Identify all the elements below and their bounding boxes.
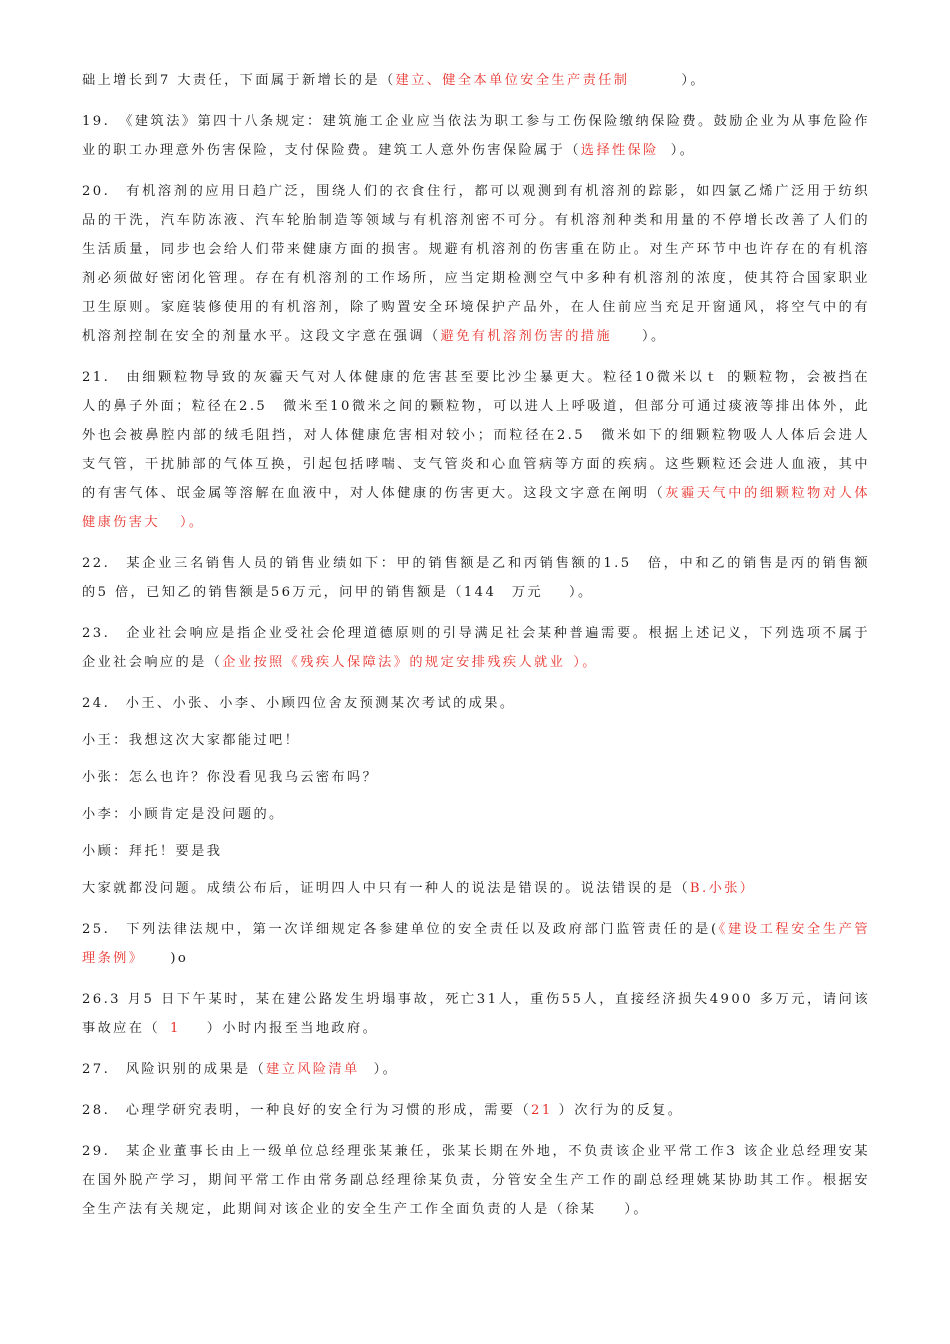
answer-text: 144 万元 xyxy=(463,585,544,600)
question-22 xyxy=(82,549,870,607)
question-text: 础上增长到7 大责任，下面属于新增长的是（ xyxy=(82,73,396,88)
question-text: 29. 某企业董事长由上一级单位总经理张某兼任，张某长期在外地，不负责该企业平常工作3 该企业总经理安某在国外脱产学习，期间平常工作由常务副总经理徐某负责，分管安全生产工作的副总经理姚某协助其工作。根据安全生产法有关规定，此期间对该企业的安全生产工作全面负责的人是（ xyxy=(82,1144,870,1217)
question-text-end: ）。 xyxy=(373,1062,399,1077)
answer-text: B.小张） xyxy=(689,881,756,896)
question-text-end: ）。 xyxy=(179,515,205,530)
question-24-line-xiaozhang xyxy=(82,763,870,792)
dialogue-line: 小李：小顾肯定是没问题的。 xyxy=(82,807,285,822)
question-text: 26.3 月5 日下午某时，某在建公路发生坍塌事故，死亡31人，重伤55人，直接经济损失4900 多万元，请问该事故应在（ xyxy=(82,992,870,1036)
dialogue-line: 小张：怎么也许？你没看见我乌云密布吗？ xyxy=(82,770,379,785)
question-20 xyxy=(82,177,870,351)
question-text-end: ）。 xyxy=(569,585,594,600)
question-text-end: )o xyxy=(170,951,189,966)
question-text-end: ）。 xyxy=(624,1202,649,1217)
answer-text: 灰霾天气中的细颗粒物对人体健康伤害大 xyxy=(82,486,870,530)
question-24 xyxy=(82,689,870,718)
answer-text: 企业按照《残疾人保障法》的规定安排残疾人就业 xyxy=(222,655,566,670)
document-page xyxy=(82,66,870,1236)
answer-text: 避免有机溶剂伤害的措施 xyxy=(440,329,612,344)
question-text: 22. 某企业三名销售人员的销售业绩如下：甲的销售额是乙和丙销售额的1.5 倍，中和乙的销售是丙的销售额的5 倍，已知乙的销售额是56万元，问甲的销售额是（ xyxy=(82,556,870,600)
question-26 xyxy=(82,985,870,1043)
question-text-end: ）小时内报至当地政府。 xyxy=(206,1021,379,1036)
question-text-end: ）。 xyxy=(681,73,706,88)
question-29 xyxy=(82,1137,870,1224)
question-text-end: ）。 xyxy=(670,143,696,158)
question-text-end: ）次行为的反复。 xyxy=(558,1103,684,1118)
question-21 xyxy=(82,363,870,537)
question-text-end: ）。 xyxy=(573,655,598,670)
question-24-line-xiaowang xyxy=(82,726,870,755)
answer-text: 1 xyxy=(169,1021,181,1036)
question-28 xyxy=(82,1096,870,1125)
question-24-conclusion xyxy=(82,874,870,903)
question-text: 28. 心理学研究表明，一种良好的安全行为习惯的形成，需要（ xyxy=(82,1103,532,1118)
question-19 xyxy=(82,107,870,165)
question-text: 27. 风险识别的成果是（ xyxy=(82,1062,267,1077)
question-18-tail xyxy=(82,66,870,95)
question-text: 20. 有机溶剂的应用日趋广泛，围绕人们的衣食住行，都可以观测到有机溶剂的踪影，如四氯乙烯广泛用于纺织品的干洗，汽车防冻液、汽车轮胎制造等领域与有机溶剂密不可分。有机溶剂种类和用量的不停增长改善了人们的生活质量，同步也会给人们带来健康方面的损害。规避有机溶剂的伤害重在防止。对生产环节中也许存在的有机溶剂必须做好密闭化管理。存在有机溶剂的工作场所，应当定期检测空气中多种有机溶剂的浓度，使其符合国家职业卫生原则。家庭装修使用的有机溶剂，除了购置安全环境保护产品外，在人住前应当充足开窗通风，将空气中的有机溶剂控制在安全的剂量水平。这段文字意在强调（ xyxy=(82,184,870,344)
question-24-line-xiaogu xyxy=(82,837,870,866)
answer-text: 建立风险清单 xyxy=(266,1062,360,1077)
answer-text: 徐某 xyxy=(565,1202,597,1217)
question-27 xyxy=(82,1055,870,1084)
question-25 xyxy=(82,915,870,973)
answer-text: 21 xyxy=(531,1103,553,1118)
answer-text: 《建设工程安全生产管理条例》 xyxy=(82,922,870,966)
answer-text: 建立、健全本单位安全生产责任制 xyxy=(395,73,630,88)
question-text: 24. 小王、小张、小李、小顾四位舍友预测某次考试的成果。 xyxy=(82,696,516,711)
question-text: 25. 下列法律法规中，第一次详细规定各参建单位的安全责任以及政府部门监管责任的是( xyxy=(82,922,719,937)
dialogue-line: 小王：我想这次大家都能过吧！ xyxy=(82,733,301,748)
dialogue-line: 小顾：拜托！要是我 xyxy=(82,844,223,859)
question-text-end: ）。 xyxy=(641,329,667,344)
question-24-line-xiaoli xyxy=(82,800,870,829)
question-text: 21. 由细颗粒物导致的灰霾天气对人体健康的危害甚至要比沙尘暴更大。粒径10微米以ｔ 的颗粒物，会被挡在人的鼻子外面；粒径在2.5 微米至10微米之间的颗粒物，可以进人上呼吸道，但部分可通过痰液等排出体外，此外也会被鼻腔内部的绒毛阻挡，对人体健康危害相对较小；而粒径在2.5 微米如下的细颗粒物吸人人体后会进人支气管，干扰肺部的气体互换，引起包括哮喘、支气管炎和心血管病等方面的疾病。这些颗粒还会进人血液，其中的有害气体、氓金属等溶解在血液中，对人体健康的伤害更大。这段文字意在阐明（ xyxy=(82,370,870,501)
question-text: 23. 企业社会响应是指企业受社会伦理道德原则的引导满足社会某种普遍需要。根据上述记义，下列选项不属于企业社会响应的是（ xyxy=(82,626,870,670)
question-text: 19. 《建筑法》第四十八条规定：建筑施工企业应当依法为职工参与工伤保险缴纳保险费。鼓励企业为从事危险作业的职工办理意外伤害保险，支付保险费。建筑工人意外伤害保险属于（ xyxy=(82,114,870,158)
answer-text: 选择性保险 xyxy=(580,143,659,158)
question-23 xyxy=(82,619,870,677)
question-text: 大家就都没问题。成绩公布后，证明四人中只有一种人的说法是错误的。说法错误的是（ xyxy=(82,881,690,896)
